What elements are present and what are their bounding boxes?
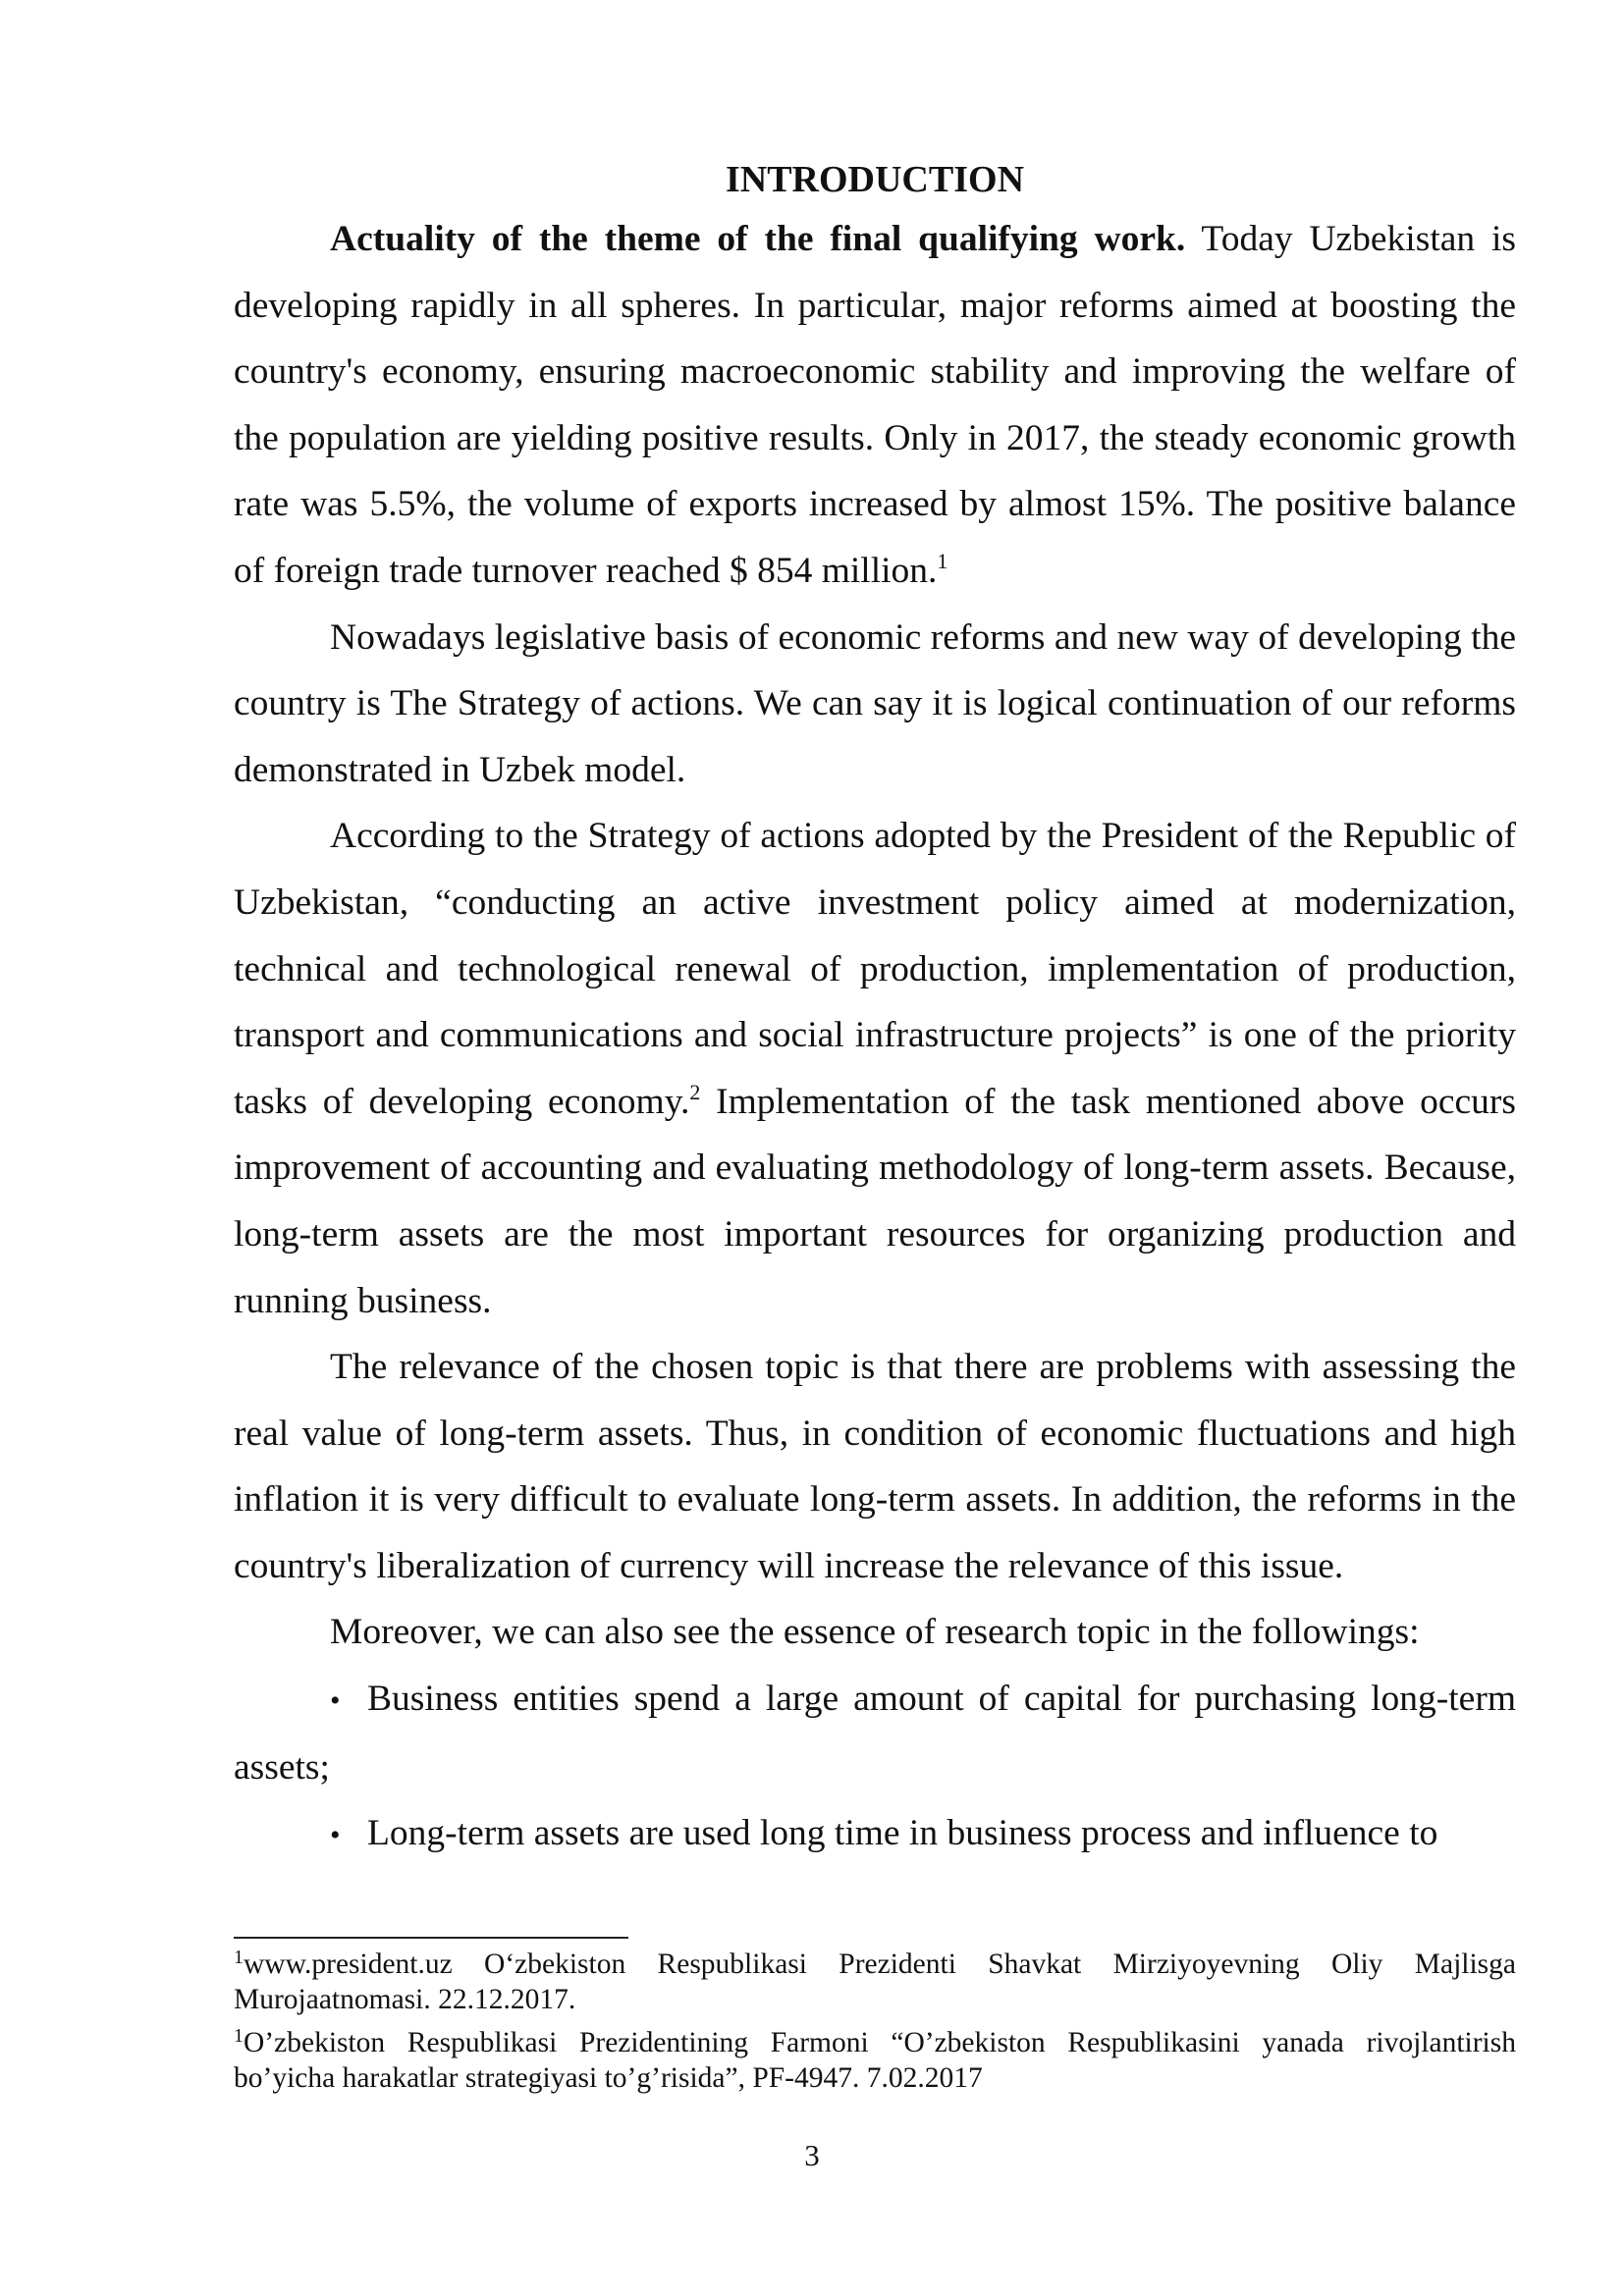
footnote-reference: 1 — [937, 548, 948, 573]
footnote-mark: 1 — [234, 2025, 244, 2047]
footnote-item — [234, 2025, 1516, 2096]
paragraph-strategy: Nowadays legislative basis of economic reforms and new way of developing the country is The Strategy of actions. We can say it is logical continuation of our reforms demonstrated in Uzbek model. — [234, 616, 1516, 790]
bullet-item — [234, 1666, 1516, 1800]
paragraph-continuation: Implementation of the task mentioned above occurs improvement of accounting and evaluating methodology of long-term assets. Because, long-term assets are the most important resources for organizing production and running business. — [234, 1081, 1516, 1321]
paragraph-quote: According to the Strategy of actions adopted by the President of the Republic of Uzbekistan, “conducting an active investment policy aimed at modernization, technical and technological renewal of production, implementation of production, transport and communications and social infrastructure projects” is one of the priority tasks of developing economy. — [234, 816, 1516, 1122]
paragraph-actuality — [234, 206, 1516, 605]
paragraph-relevance: The relevance of the chosen topic is that there are problems with assessing the real value of long-term assets. Thus, in condition of economic fluctuations and high inflation it is very difficult to evaluate long-term assets. In addition, the reforms in the country's liberalization of currency will increase the relevance of this issue. — [234, 1347, 1516, 1586]
footnote-text: O’zbekiston Respublikasi Prezidentining Farmoni “O’zbekiston Respublikasini yanada rivojlantirish bo’yicha harakatlar strategiyasi to’g’risida”, PF-4947. 7.02.2017 — [234, 2027, 1516, 2094]
bullet-item — [234, 1800, 1516, 1869]
footnote-text: www.president.uz O‘zbekiston Respublikasi Prezidenti Shavkat Mirziyoyevning Oliy Majlisga Murojaatnomasi. 22.12.2017. — [234, 1949, 1516, 2015]
footnotes — [234, 1947, 1516, 2104]
paragraph-body: Today Uzbekistan is developing rapidly in all spheres. In particular, major reforms aimed at boosting the country's economy, ensuring macroeconomic stability and improving the welfare of the population are yielding positive results. Only in 2017, the steady economic growth rate was 5.5%, the volume of exports increased by almost 15%. The positive balance of foreign trade turnover reached $ 854 million. — [234, 219, 1516, 591]
bullet-text: Long-term assets are used long time in business process and influence to — [367, 1813, 1438, 1854]
page-number: 3 — [804, 2138, 820, 2172]
footnote-item — [234, 1947, 1516, 2017]
footnote-reference: 2 — [689, 1079, 701, 1104]
footnote-separator — [234, 1937, 628, 1939]
bullet-icon: • — [330, 1819, 341, 1852]
paragraph-lead-bold: Actuality of the theme of the final qualifying work. — [330, 219, 1186, 259]
bullet-icon: • — [330, 1684, 341, 1718]
section-heading: INTRODUCTION — [725, 159, 1025, 200]
paragraph-investment-policy — [234, 803, 1516, 1334]
paragraph-essence-intro: Moreover, we can also see the essence of research topic in the followings: — [330, 1612, 1420, 1653]
footnote-mark: 1 — [234, 1947, 244, 1968]
body-text — [234, 153, 1516, 1869]
bullet-text: Business entities spend a large amount of capital for purchasing long-term assets; — [234, 1679, 1516, 1788]
